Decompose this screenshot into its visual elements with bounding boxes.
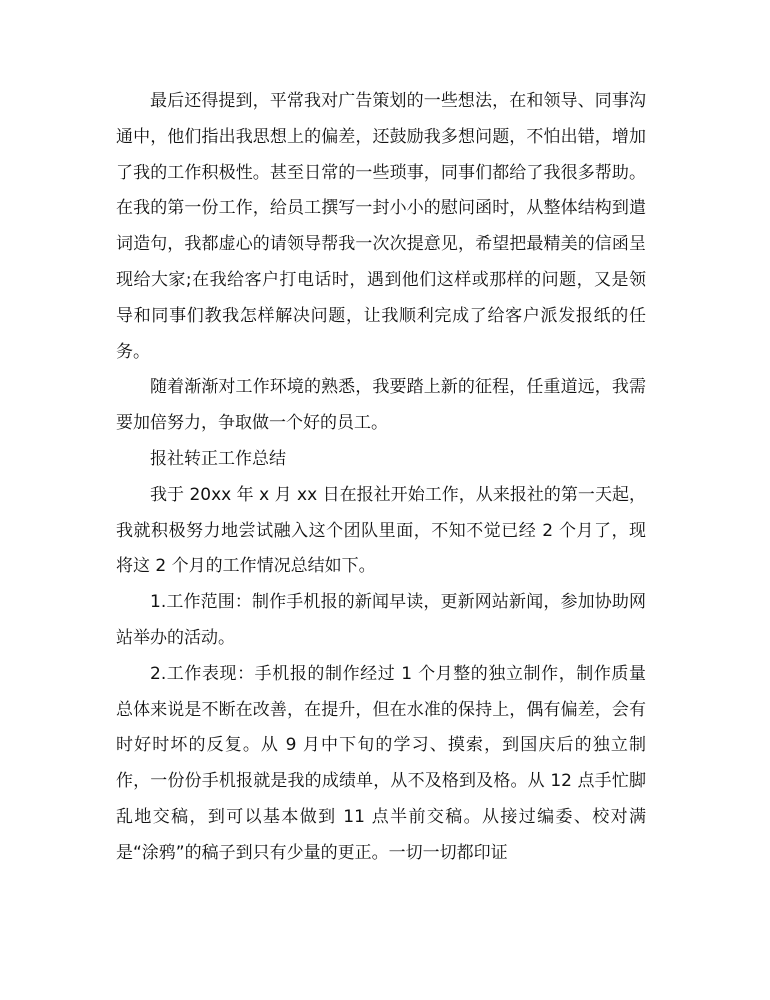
document-page (116, 84, 646, 872)
paragraph-leadership-help: 最后还得提到，平常我对广告策划的一些想法，在和领导、同事沟通中，他们指出我思想上的偏差，还鼓励我多想问题，不怕出错，增加了我的工作积极性。甚至日常的一些琐事，同事们都给了我很多帮助。在我的第一份工作，给员工撰写一封小小的慰问函时，从整体结构到遣词造句，我都虚心的请领导帮我一次次提意见，希望把最精美的信函呈现给大家;在我给客户打电话时，遇到他们这样或那样的问题，又是领导和同事们教我怎样解决问题，让我顺利完成了给客户派发报纸的任务。 (116, 91, 646, 362)
paragraph-work-performance: 2.工作表现：手机报的制作经过 1 个月整的独立制作，制作质量总体来说是不断在改善，在提升，但在水准的保持上，偶有偏差，会有时好时坏的反复。从 9 月中下旬的学习、摸索，到国庆后的独立制作，一份份手机报就是我的成绩单，从不及格到及格。从 12 点手忙脚乱地交稿，到可以基本做到 11 点半前交稿。从接过编委、校对满是“涂鸦”的稿子到只有少量的更正。一切一切都印证 (116, 663, 646, 863)
paragraph-new-journey: 随着渐渐对工作环境的熟悉，我要踏上新的征程，任重道远，我需要加倍努力，争取做一个好的员工。 (116, 377, 646, 434)
section-heading: 报社转正工作总结 (150, 448, 286, 469)
paragraph-work-scope: 1.工作范围：制作手机报的新闻早读，更新网站新闻，参加协助网站举办的活动。 (116, 592, 646, 648)
paragraph-intro: 我于 20xx 年 x 月 xx 日在报社开始工作，从来报社的第一天起，我就积极努力地尝试融入这个团队里面，不知不觉已经 2 个月了，现将这 2 个月的工作情况总结如下。 (116, 484, 646, 577)
